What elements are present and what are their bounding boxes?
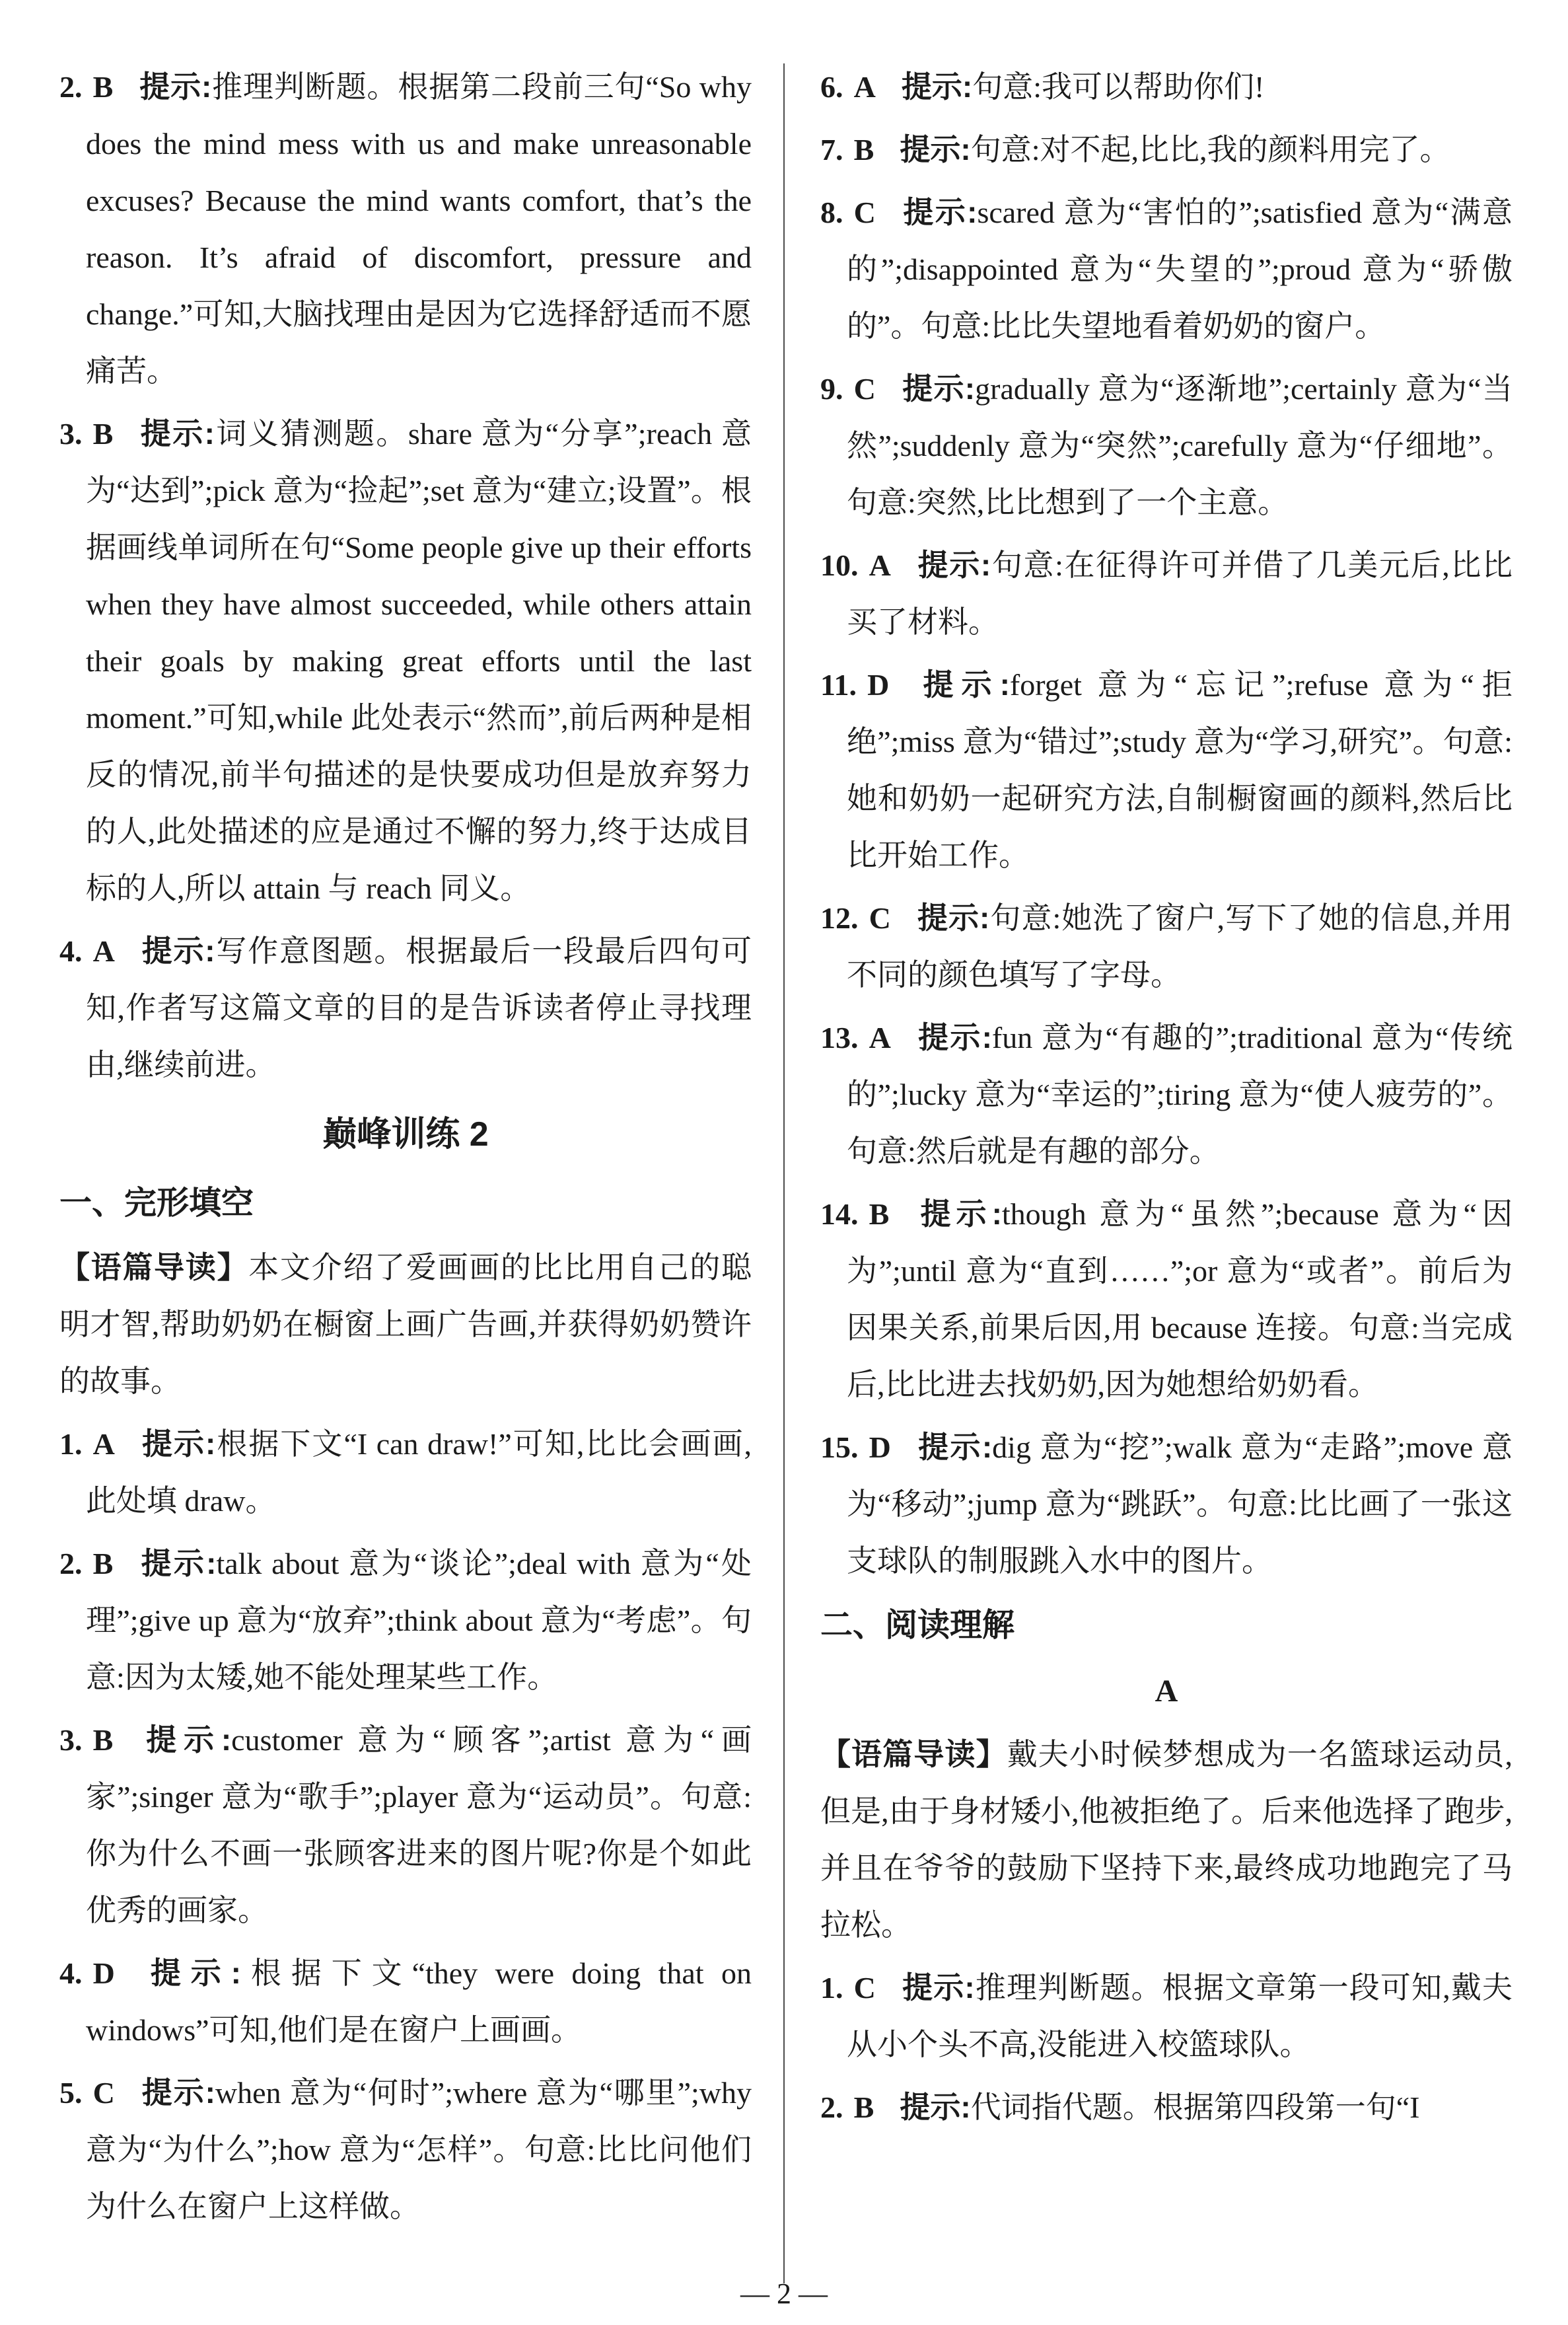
hint-label: 提示: xyxy=(916,1020,992,1054)
answer-item xyxy=(59,2064,752,2235)
hint-label: 提示: xyxy=(140,1956,241,1990)
hint-text: scared 意为“害怕的”;satisfied 意为“满意的”;disappointed 意为“失望的”;proud 意为“骄傲的”。句意:比比失望地看着奶奶的窗户。 xyxy=(847,196,1513,343)
answer-item xyxy=(59,1944,752,2059)
answer-item xyxy=(59,1711,752,1939)
section-heading: 一、完形填空 xyxy=(59,1185,254,1221)
answer-number: 1. xyxy=(820,1971,843,2005)
answer-item xyxy=(820,656,1513,884)
answer-item xyxy=(820,121,1513,178)
answer-number: 5. xyxy=(59,2076,83,2110)
hint-text: talk about 意为“谈论”;deal with 意为“处理”;give up 意为“放弃”;think about 意为“考虑”。句意:因为太矮,她不能处理某些工作。 xyxy=(86,1547,752,1694)
answer-item xyxy=(820,184,1513,355)
answer-item xyxy=(820,889,1513,1004)
answer-number: 7. xyxy=(820,133,843,166)
left-column xyxy=(59,58,752,2240)
hint-label: 提示: xyxy=(901,1970,975,2005)
answer-number: 10. xyxy=(820,548,859,582)
hint-text: 代词指代题。根据第四段第一句“I xyxy=(970,2090,1420,2124)
answer-number: 9. xyxy=(820,372,843,406)
hint-label: 提示: xyxy=(140,1426,216,1461)
answer-number: 15. xyxy=(820,1430,859,1464)
answer-item xyxy=(59,405,752,917)
answer-letter: A xyxy=(92,934,115,968)
hint-text: 推理判断题。根据文章第一段可知,戴夫从小个头不高,没能进入校篮球队。 xyxy=(847,1971,1513,2061)
hint-label: 提示: xyxy=(140,2075,215,2110)
hint-text: 词义猜测题。share 意为“分享”;reach 意为“达到”;pick 意为“捡起”;set 意为“建立;设置”。根据画线单词所在句“Some people give up their efforts when they have almost succeeded, while others attain their goals by making great efforts until the last moment.”可知,while 此处表示“然而”,前后两种是相反的情况,前半句描述的是快要成功但是放弃努力的人,此处描述的应是通过不懈的努力,终于达成目标的人,所以 attain 与 reach 同义。 xyxy=(86,417,752,905)
answer-letter: B xyxy=(92,1547,114,1580)
answer-number: 2. xyxy=(820,2090,843,2124)
answer-item xyxy=(820,58,1513,116)
hint-text: when 意为“何时”;where 意为“哪里”;why 意为“为什么”;how 意为“怎样”。句意:比比问他们为什么在窗户上这样做。 xyxy=(86,2076,752,2223)
answer-letter: D xyxy=(867,668,890,702)
passage-intro xyxy=(820,1726,1513,1954)
answer-letter: C xyxy=(92,2076,115,2110)
hint-text: 写作意图题。根据最后一段最后四句可知,作者写这篇文章的目的是告诉读者停止寻找理由,继续前进。 xyxy=(86,934,752,1082)
hint-text: 句意:她洗了窗户,写下了她的信息,并用不同的颜色填写了字母。 xyxy=(847,901,1513,992)
hint-text: though 意为“虽然”;because 意为“因为”;until 意为“直到……”;or 意为“或者”。前后为因果关系,前果后因,用 because 连接。句意:当完成后,比比进去找奶奶,因为她想给奶奶看。 xyxy=(847,1197,1513,1401)
hint-label: 提示: xyxy=(901,69,973,104)
answer-item xyxy=(59,1415,752,1530)
hint-label: 提示: xyxy=(915,1197,1002,1231)
answer-letter: B xyxy=(853,2090,874,2124)
answer-item xyxy=(820,1419,1513,1590)
intro-text: 戴夫小时候梦想成为一名篮球运动员,但是,由于身材矮小,他被拒绝了。后来他选择了跑步,并且在爷爷的鼓励下坚持下来,最终成功地跑完了马拉松。 xyxy=(820,1738,1513,1942)
hint-text: customer 意为“顾客”;artist 意为“画家”;singer 意为“歌手”;player 意为“运动员”。句意:你为什么不画一张顾客进来的图片呢?你是个如此优秀的画家。 xyxy=(86,1723,752,1927)
hint-label: 提示: xyxy=(900,132,971,166)
answer-letter: B xyxy=(869,1197,890,1231)
hint-label: 提示: xyxy=(916,1430,993,1464)
answer-number: 13. xyxy=(820,1021,859,1054)
answer-letter: B xyxy=(92,1723,114,1757)
answer-number: 2. xyxy=(59,1547,83,1580)
answer-letter: B xyxy=(92,417,114,451)
hint-text: 句意:我可以帮助你们! xyxy=(972,70,1265,104)
hint-text: 根据下文“I can draw!”可知,比比会画画,此处填 draw。 xyxy=(86,1427,752,1518)
answer-item xyxy=(820,1185,1513,1413)
answer-letter: A xyxy=(853,70,876,104)
answer-letter: D xyxy=(92,1956,115,1990)
answer-item xyxy=(59,922,752,1093)
hint-label: 提示: xyxy=(139,1546,217,1580)
answer-number: 11. xyxy=(820,668,857,702)
answer-number: 3. xyxy=(59,1723,83,1757)
hint-text: 句意:在征得许可并借了几美元后,比比买了材料。 xyxy=(847,548,1513,639)
answer-item xyxy=(59,1535,752,1706)
answer-letter: C xyxy=(853,196,876,229)
answer-number: 14. xyxy=(820,1197,859,1231)
answer-number: 6. xyxy=(820,70,843,104)
hint-text: gradually 意为“逐渐地”;certainly 意为“当然”;suddenly 意为“突然”;carefully 意为“仔细地”。句意:突然,比比想到了一个主意。 xyxy=(847,372,1513,519)
page-number: — 2 — xyxy=(740,2277,828,2310)
hint-label: 提示: xyxy=(139,1722,232,1757)
answer-item xyxy=(820,1009,1513,1180)
hint-label: 提示: xyxy=(915,667,1010,702)
intro-label: 【语篇导读】 xyxy=(820,1737,1007,1771)
answer-item xyxy=(820,1959,1513,2073)
hint-text: forget 意为“忘记”;refuse 意为“拒绝”;miss 意为“错过”;study 意为“学习,研究”。句意:她和奶奶一起研究方法,自制橱窗画的颜料,然后比比开始工作。 xyxy=(847,668,1513,872)
answer-number: 1. xyxy=(59,1427,83,1461)
column-divider xyxy=(783,63,785,2283)
passage-letter: A xyxy=(1155,1674,1178,1709)
hint-label: 提示: xyxy=(916,901,990,935)
answer-item xyxy=(59,58,752,400)
section-heading: 二、阅读理解 xyxy=(820,1607,1015,1643)
answer-item xyxy=(820,360,1513,531)
passage-intro xyxy=(59,1239,752,1410)
answer-number: 4. xyxy=(59,1956,83,1990)
answer-number: 8. xyxy=(820,196,843,229)
answer-number: 4. xyxy=(59,934,83,968)
answer-number: 12. xyxy=(820,901,859,935)
answer-letter: A xyxy=(92,1427,115,1461)
intro-label: 【语篇导读】 xyxy=(59,1250,249,1284)
hint-text: 句意:对不起,比比,我的颜料用完了。 xyxy=(970,133,1450,166)
hint-label: 提示: xyxy=(140,934,215,968)
hint-text: 推理判断题。根据第二段前三句“So why does the mind mess with us and make unreasonable excuses? Because the mind wants comfort, that’s the reason. It’s afraid of discomfort, pressure and change.”可知,大脑找理由是因为它选择舒适而不愿痛苦。 xyxy=(86,70,752,388)
answer-number: 2. xyxy=(59,70,83,104)
answer-letter: B xyxy=(92,70,114,104)
hint-text: 根据下文“they were doing that on windows”可知,他们是在窗户上画画。 xyxy=(86,1956,752,2047)
answer-letter: C xyxy=(853,1971,876,2005)
hint-label: 提示: xyxy=(900,2090,971,2124)
hint-label: 提示: xyxy=(139,416,215,451)
answer-letter: C xyxy=(853,372,876,406)
exercise-title: 巅峰训练 2 xyxy=(322,1115,489,1154)
answer-letter: C xyxy=(869,901,891,935)
answer-letter: D xyxy=(869,1430,891,1464)
intro-text: 本文介绍了爱画画的比比用自己的聪明才智,帮助奶奶在橱窗上画广告画,并获得奶奶赞许的故事。 xyxy=(59,1251,752,1398)
answer-letter: B xyxy=(853,133,874,166)
hint-label: 提示: xyxy=(916,548,991,582)
answer-letter: A xyxy=(869,1021,891,1054)
hint-label: 提示: xyxy=(139,69,212,104)
right-column xyxy=(820,58,1513,2141)
hint-label: 提示: xyxy=(901,371,976,406)
answer-letter: A xyxy=(869,548,891,582)
answer-number: 3. xyxy=(59,417,83,451)
answer-item xyxy=(820,536,1513,651)
answer-item xyxy=(820,2079,1513,2136)
hint-text: dig 意为“挖”;walk 意为“走路”;move 意为“移动”;jump 意为“跳跃”。句意:比比画了一张这支球队的制服跳入水中的图片。 xyxy=(847,1430,1513,1578)
hint-label: 提示: xyxy=(901,195,978,229)
hint-text: fun 意为“有趣的”;traditional 意为“传统的”;lucky 意为“幸运的”;tiring 意为“使人疲劳的”。句意:然后就是有趣的部分。 xyxy=(847,1021,1513,1168)
